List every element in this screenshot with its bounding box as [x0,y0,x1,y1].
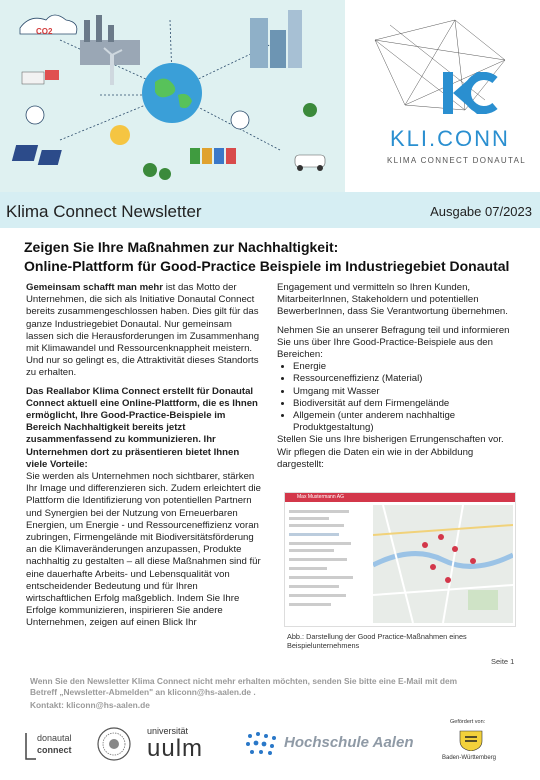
funded-by-label: Gefördert von: [450,719,486,725]
topic-list [277,361,517,434]
newsletter-band [0,192,540,228]
kliconn-logo-area [345,0,540,192]
list-item: • Energie [293,361,517,373]
figure-caption: Abb.: Darstellung der Good Practice-Maßnahmen eines Beispielunternehmens [287,632,467,650]
intro-text: ist das Motto der Unternehmen, die sich als Initiative Donautal Connect bereits zusammengeschlossen haben. Dies gilt für das ganze Industriegebiet Donautal. Nur gemeinsam lassen sich die Herausforderungen im Zusammenhang mit Klimawandel und Ressourcenknappheit meistern. Und nur so gelingt es, die Attraktivität dieses Standorts zu erhalten. [26,282,260,379]
donautal-text: donautal [37,733,72,743]
issue-label: Ausgabe 07/2023 [430,204,532,219]
headline-line-1: Zeigen Sie Ihre Maßnahmen zur Nachhaltigkeit: [24,239,339,255]
list-item: • Allgemein (unter anderem nachhaltige Produktgestaltung) [293,410,517,434]
uulm-main-text: uulm [147,735,204,762]
contact-line: Kontakt: kliconn@hs-aalen.de [30,700,150,710]
unsubscribe-line-1: Wenn Sie den Newsletter Klima Connect nicht mehr erhalten möchten, senden Sie bitte eine E-Mail mit dem [30,676,458,686]
hochschule-aalen-text: Hochschule Aalen [284,734,414,751]
brand-name: KLI.CONN [390,126,510,151]
app-title: Max Mustermann AG [297,494,344,500]
bw-text: Baden-Württemberg [442,755,497,761]
platform-bold: Das Reallabor Klima Connect erstellt für Donautal Connect aktuell eine Online-Plattform, die es Ihnen ermöglicht, Ihre Good-Practice-Beispiele im Bereich Nachhaltigkeit bereits jetzt zusammenfassend zu kommunizieren. Ihr Unternehmen dort zu präsentieren bietet Ihnen viele Vorteile: [26,385,258,470]
intro-bold: Gemeinsam schafft man mehr [26,282,164,293]
unsubscribe-line-2: Betreff „Newsletter-Abmelden" an kliconn@hs-aalen.de . [30,687,256,697]
environment-illustration [0,0,345,192]
engagement-paragraph: Engagement und vermitteln so Ihren Kunden, MitarbeiterInnen, Stakeholdern und potentiellen BewerberInnen, dass Sie Verantwortung übernehmen. [277,282,508,318]
intro-paragraph [26,282,262,380]
uulm-top-text: universität [147,726,189,736]
headline-line-2: Online-Plattform für Good-Practice Beispiele im Industriegebiet Donautal [24,258,510,274]
right-column [277,282,517,477]
detail-panel [289,506,367,621]
unsubscribe-note [30,676,500,711]
platform-screenshot [284,492,516,627]
connect-text: connect [37,745,72,755]
article-headline [24,238,524,276]
page-number: Seite 1 [491,657,515,666]
list-item: • Ressourceneffizienz (Material) [293,373,517,385]
funding-block [442,719,532,777]
donautal-connect-logo [24,727,86,767]
hochschule-aalen-mark-icon [244,730,280,758]
hero-illustration [0,0,345,192]
left-column [26,282,262,630]
survey-paragraph: Nehmen Sie an unserer Befragung teil und informieren Sie uns über Ihre Good-Practice-Beispiele aus den Bereichen: [277,324,510,361]
app-header-bar [285,493,515,502]
newsletter-title: Klima Connect Newsletter [6,202,202,221]
list-item: • Biodiversität auf dem Firmengelände [293,398,517,410]
donautal-mark-icon [24,731,38,761]
co2-label: CO2 [36,27,53,36]
platform-paragraph [26,386,262,630]
location-map [373,505,513,623]
state-coat-of-arms-icon [456,729,486,751]
platform-text: Sie werden als Unternehmen noch sichtbarer, stärken Ihr Image und differenzieren sich. Zudem erleichtert die Plattform die Identifizierung von potentiellen Partnern und Synergien bei der Nutzung von Erneuerbaren Energien, um Energie - und Ressourceneffizienz voran zubringen, Firmengelände mit Biodiversitätsförderung an die Klimaveränderungen anzupassen, Produkte nachhaltig zu gestalten – all diese Maßnahmen sind für eine dauerhafte Arbeits- und Lebensqualität von entscheidender Bedeutung und für Ihren wirtschaftlichen Erfolg maßgeblich. Indem Sie Ihre Erfolge kommunizieren, inspirieren Sie andere Unternehmen, zeigen auf einen Blick Ihr [26,471,261,629]
uulm-logo [145,726,235,766]
list-item: • Umgang mit Wasser [293,386,517,398]
brand-subtitle: KLIMA CONNECT DONAUTAL [387,156,526,165]
data-paragraph: Stellen Sie uns Ihre bisherigen Errungenschaften vor. Wir pflegen die Daten ein wie in der Abbildung dargestellt: [277,434,504,470]
university-seal-icon [96,726,132,762]
